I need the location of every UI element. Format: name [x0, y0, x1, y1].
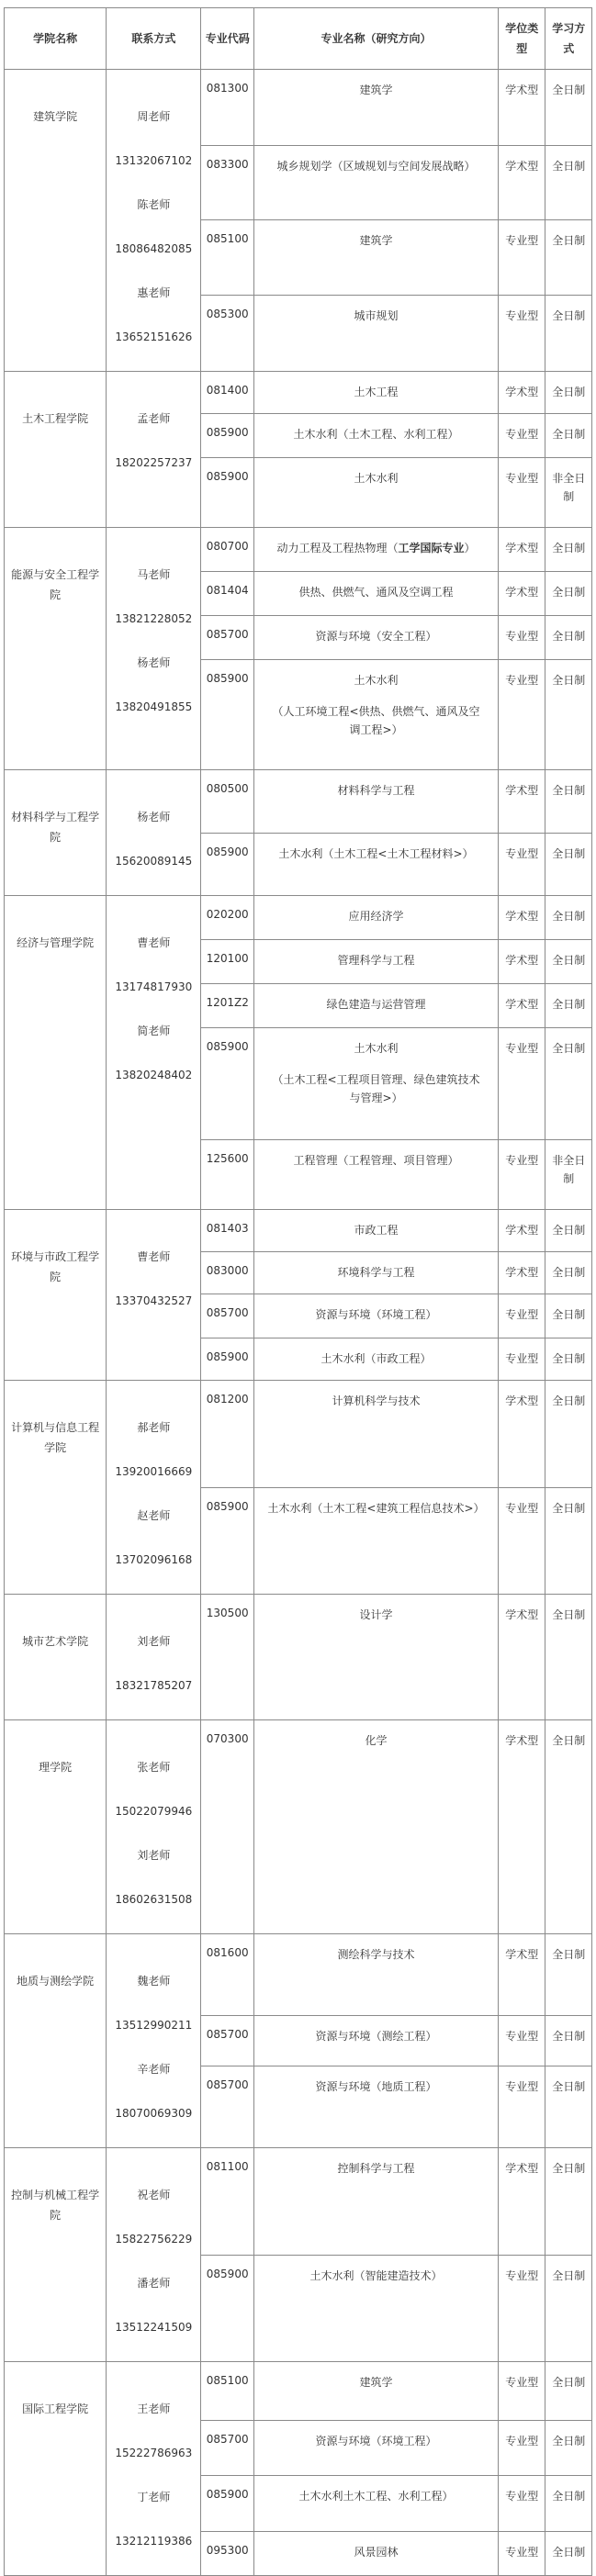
school-name: 土木工程学院 — [5, 372, 107, 528]
study-mode: 全日制 — [545, 2420, 592, 2476]
study-mode: 全日制 — [545, 572, 592, 616]
program-code: 081403 — [201, 1210, 254, 1252]
degree-type: 专业型 — [498, 2255, 545, 2362]
contact-phone: 13820248402 — [115, 1069, 193, 1081]
degree-type: 专业型 — [498, 220, 545, 295]
major-name: 化学 — [365, 1734, 388, 1747]
program-code: 085700 — [201, 2016, 254, 2066]
contact-title: 魏老师 — [137, 1975, 171, 1988]
degree-type: 学术型 — [498, 896, 545, 940]
program-code: 083300 — [201, 146, 254, 220]
contact-cell — [107, 896, 201, 1210]
program-code: 085100 — [201, 220, 254, 295]
contact-cell — [107, 1210, 201, 1381]
program-code: 085900 — [201, 660, 254, 770]
major-suffix: ） — [464, 542, 476, 554]
program-code: 081600 — [201, 1934, 254, 2016]
contact-phone: 13920016669 — [115, 1465, 193, 1478]
major-name: 资源与环境（环境工程） — [315, 1308, 437, 1321]
study-mode: 全日制 — [545, 2255, 592, 2362]
contact-cell — [107, 2362, 201, 2576]
program-major — [254, 70, 499, 146]
contact-cell — [107, 372, 201, 528]
program-major — [254, 833, 499, 896]
major-name: 材料科学与工程 — [337, 784, 415, 797]
study-mode: 全日制 — [545, 2476, 592, 2532]
study-mode: 全日制 — [545, 372, 592, 414]
school-name: 城市艺术学院 — [5, 1595, 107, 1720]
degree-type: 学术型 — [498, 1595, 545, 1720]
program-code: 070300 — [201, 1720, 254, 1934]
major-name: 设计学 — [359, 1608, 393, 1621]
degree-type: 学术型 — [498, 1252, 545, 1294]
major-name: 土木水利（土木工程<建筑工程信息技术>） — [267, 1501, 485, 1515]
major-name: 市政工程 — [354, 1224, 399, 1237]
contact-phone: 13821228052 — [115, 612, 193, 625]
program-code: 081100 — [201, 2148, 254, 2256]
contact-phone: 18321785207 — [115, 1679, 193, 1692]
study-mode: 全日制 — [545, 616, 592, 660]
program-major — [254, 1381, 499, 1488]
major-name: 土木水利（智能建造技术） — [309, 2268, 443, 2282]
degree-type: 专业型 — [498, 616, 545, 660]
study-mode: 全日制 — [545, 1381, 592, 1488]
program-code: 130500 — [201, 1595, 254, 1720]
contact-phone: 13370432527 — [115, 1294, 193, 1307]
program-major — [254, 1210, 499, 1252]
study-mode: 全日制 — [545, 2362, 592, 2421]
study-mode: 全日制 — [545, 1294, 592, 1338]
study-mode: 全日制 — [545, 414, 592, 458]
degree-type: 学术型 — [498, 1934, 545, 2016]
major-name: 土木水利（市政工程） — [320, 1352, 432, 1365]
degree-type: 专业型 — [498, 2016, 545, 2066]
degree-type: 专业型 — [498, 1140, 545, 1210]
program-major — [254, 1487, 499, 1595]
major-name: 土木工程 — [354, 386, 399, 398]
contact-phone: 13702096168 — [115, 1553, 193, 1566]
header-contact: 联系方式 — [107, 8, 201, 70]
contact-title: 丁老师 — [137, 2491, 171, 2503]
study-mode: 全日制 — [545, 1338, 592, 1381]
program-major — [254, 770, 499, 834]
program-code: 081404 — [201, 572, 254, 616]
table-row — [5, 2148, 592, 2256]
major-name: 工程管理（工程管理、项目管理） — [293, 1154, 459, 1167]
degree-type: 学术型 — [498, 146, 545, 220]
contact-phone: 13132067102 — [115, 154, 193, 167]
program-major — [254, 2362, 499, 2421]
study-mode: 全日制 — [545, 528, 592, 572]
program-code: 125600 — [201, 1140, 254, 1210]
contact-phone: 13512241509 — [115, 2321, 193, 2334]
table-row — [5, 1210, 592, 1252]
degree-type: 学术型 — [498, 372, 545, 414]
study-mode: 全日制 — [545, 1720, 592, 1934]
contact-phone: 13512990211 — [115, 2019, 193, 2032]
school-name: 经济与管理学院 — [5, 896, 107, 1210]
contact-title: 杨老师 — [137, 656, 171, 669]
school-name: 控制与机械工程学院 — [5, 2148, 107, 2362]
contact-title: 马老师 — [137, 568, 171, 581]
study-mode: 全日制 — [545, 833, 592, 896]
program-code: 085900 — [201, 1338, 254, 1381]
study-mode: 非全日制 — [545, 1140, 592, 1210]
study-mode: 全日制 — [545, 1487, 592, 1595]
major-name: 建筑学 — [359, 84, 393, 96]
program-code: 081400 — [201, 372, 254, 414]
major-name: 城乡规划学（区域规划与空间发展战略） — [276, 160, 476, 174]
major-name: 应用经济学 — [348, 910, 404, 923]
program-major — [254, 2476, 499, 2532]
contact-title: 辛老师 — [137, 2063, 171, 2076]
degree-type: 学术型 — [498, 2148, 545, 2256]
degree-type: 学术型 — [498, 1381, 545, 1488]
study-mode: 全日制 — [545, 896, 592, 940]
contact-title: 陈老师 — [137, 198, 171, 211]
program-code: 085900 — [201, 414, 254, 458]
study-mode: 全日制 — [545, 295, 592, 371]
program-code: 085700 — [201, 616, 254, 660]
program-major — [254, 2148, 499, 2256]
program-code: 080500 — [201, 770, 254, 834]
header-mode: 学习方式 — [545, 8, 592, 70]
study-mode: 全日制 — [545, 940, 592, 984]
major-name: 供热、供燃气、通风及空调工程 — [298, 586, 454, 599]
table-row — [5, 770, 592, 834]
program-major — [254, 2420, 499, 2476]
contact-phone: 15222786963 — [115, 2447, 193, 2459]
major-name: 资源与环境（测绘工程） — [315, 2030, 437, 2044]
header-code: 专业代码 — [201, 8, 254, 70]
degree-type: 专业型 — [498, 1338, 545, 1381]
degree-type: 专业型 — [498, 2476, 545, 2532]
degree-type: 学术型 — [498, 1720, 545, 1934]
program-major — [254, 295, 499, 371]
contact-title: 刘老师 — [137, 1635, 171, 1648]
contact-title: 周老师 — [137, 110, 171, 123]
major-name: 环境科学与工程 — [337, 1266, 415, 1279]
program-major — [254, 220, 499, 295]
program-code: 085700 — [201, 1294, 254, 1338]
degree-type: 专业型 — [498, 2532, 545, 2576]
program-code: 085700 — [201, 2420, 254, 2476]
program-major — [254, 2255, 499, 2362]
contact-phone: 13174817930 — [115, 980, 193, 993]
program-code: 081300 — [201, 70, 254, 146]
contact-phone: 18202257237 — [115, 456, 193, 469]
major-name: 控制科学与工程 — [337, 2162, 415, 2175]
table-row — [5, 1720, 592, 1934]
program-major — [254, 1934, 499, 2016]
program-major — [254, 1140, 499, 1210]
school-name: 国际工程学院 — [5, 2362, 107, 2576]
program-code: 081200 — [201, 1381, 254, 1488]
program-major — [254, 372, 499, 414]
study-mode: 全日制 — [545, 1595, 592, 1720]
program-major — [254, 1595, 499, 1720]
program-code: 085700 — [201, 2066, 254, 2147]
contact-title: 曹老师 — [137, 1250, 171, 1263]
study-mode: 非全日制 — [545, 458, 592, 528]
program-code: 1201Z2 — [201, 984, 254, 1028]
program-major — [254, 1252, 499, 1294]
contact-cell — [107, 1381, 201, 1595]
program-major — [254, 2066, 499, 2147]
program-major — [254, 1294, 499, 1338]
program-code: 085900 — [201, 2255, 254, 2362]
major-name: 动力工程及工程热物理（ — [276, 542, 399, 554]
program-code: 080700 — [201, 528, 254, 572]
program-code: 085100 — [201, 2362, 254, 2421]
program-major — [254, 414, 499, 458]
contact-cell — [107, 1720, 201, 1934]
program-major — [254, 2016, 499, 2066]
study-mode: 全日制 — [545, 1210, 592, 1252]
study-mode: 全日制 — [545, 220, 592, 295]
major-name: 土木水利 — [354, 472, 399, 485]
contact-title: 郝老师 — [137, 1421, 171, 1434]
program-code: 085900 — [201, 1487, 254, 1595]
contact-cell — [107, 1934, 201, 2148]
major-direction: （土木工程<工程项目管理、绿色建筑技术与管理>） — [272, 1073, 480, 1104]
degree-type: 学术型 — [498, 70, 545, 146]
major-name: 建筑学 — [359, 2376, 393, 2389]
degree-type: 专业型 — [498, 833, 545, 896]
program-major — [254, 1338, 499, 1381]
degree-type: 专业型 — [498, 1028, 545, 1140]
contact-cell — [107, 1595, 201, 1720]
header-degree: 学位类型 — [498, 8, 545, 70]
header-major: 专业名称（研究方向） — [254, 8, 499, 70]
contact-phone: 18070069309 — [115, 2107, 193, 2120]
program-major — [254, 984, 499, 1028]
contact-cell — [107, 770, 201, 896]
table-row — [5, 70, 592, 146]
study-mode: 全日制 — [545, 70, 592, 146]
degree-type: 学术型 — [498, 770, 545, 834]
major-name: 测绘科学与技术 — [337, 1948, 415, 1961]
major-name: 土木水利（土木工程<土木工程材料>） — [278, 846, 474, 860]
header-school: 学院名称 — [5, 8, 107, 70]
major-name: 管理科学与工程 — [337, 954, 415, 967]
major-name: 城市规划 — [354, 308, 399, 322]
major-name: 资源与环境（安全工程） — [315, 630, 437, 643]
study-mode: 全日制 — [545, 146, 592, 220]
major-highlight: 工学国际专业 — [398, 542, 465, 554]
study-mode: 全日制 — [545, 1252, 592, 1294]
study-mode: 全日制 — [545, 2148, 592, 2256]
study-mode: 全日制 — [545, 660, 592, 770]
degree-type: 专业型 — [498, 2066, 545, 2147]
degree-type: 专业型 — [498, 2362, 545, 2421]
major-name: 资源与环境（环境工程） — [315, 2434, 437, 2447]
contact-title: 杨老师 — [137, 811, 171, 823]
study-mode: 全日制 — [545, 770, 592, 834]
program-code: 085900 — [201, 2476, 254, 2532]
degree-type: 学术型 — [498, 572, 545, 616]
table-body — [5, 70, 592, 2576]
major-name: 资源与环境（地质工程） — [315, 2079, 437, 2093]
table-row — [5, 896, 592, 940]
major-name: 土木水利 — [354, 674, 399, 687]
program-code: 085900 — [201, 458, 254, 528]
program-major — [254, 2532, 499, 2576]
program-major — [254, 896, 499, 940]
program-code: 095300 — [201, 2532, 254, 2576]
contact-title: 简老师 — [137, 1025, 171, 1037]
program-code: 120100 — [201, 940, 254, 984]
major-name: 风景园林 — [354, 2546, 399, 2559]
study-mode: 全日制 — [545, 1934, 592, 2016]
degree-type: 专业型 — [498, 2420, 545, 2476]
contact-cell — [107, 528, 201, 770]
major-name: 绿色建造与运营管理 — [326, 998, 426, 1011]
school-name: 地质与测绘学院 — [5, 1934, 107, 2148]
contact-cell — [107, 70, 201, 372]
program-major — [254, 1720, 499, 1934]
degree-type: 学术型 — [498, 1210, 545, 1252]
contact-phone: 15620089145 — [115, 855, 193, 868]
degree-type: 学术型 — [498, 940, 545, 984]
program-code: 085900 — [201, 1028, 254, 1140]
study-mode: 全日制 — [545, 984, 592, 1028]
contact-phone: 13212119386 — [115, 2535, 193, 2548]
table-row — [5, 1381, 592, 1488]
contact-title: 赵老师 — [137, 1509, 171, 1522]
table-row — [5, 528, 592, 572]
program-major — [254, 616, 499, 660]
degree-type: 专业型 — [498, 295, 545, 371]
table-row — [5, 1595, 592, 1720]
program-major — [254, 458, 499, 528]
degree-type: 学术型 — [498, 528, 545, 572]
study-mode: 全日制 — [545, 2532, 592, 2576]
contact-phone: 13652151626 — [115, 330, 193, 343]
program-code: 085900 — [201, 833, 254, 896]
degree-type: 专业型 — [498, 414, 545, 458]
contact-cell — [107, 2148, 201, 2362]
contact-title: 刘老师 — [137, 1849, 171, 1862]
major-name: 土木水利土木工程、水利工程） — [298, 2490, 454, 2503]
contact-phone: 15022079946 — [115, 1805, 193, 1818]
degree-type: 专业型 — [498, 660, 545, 770]
program-code: 085300 — [201, 295, 254, 371]
program-major — [254, 528, 499, 572]
contact-title: 惠老师 — [137, 286, 171, 299]
major-name: 土木水利 — [354, 1042, 399, 1055]
study-mode: 全日制 — [545, 2066, 592, 2147]
school-name: 计算机与信息工程学院 — [5, 1381, 107, 1595]
degree-type: 专业型 — [498, 1294, 545, 1338]
school-name: 理学院 — [5, 1720, 107, 1934]
program-major — [254, 572, 499, 616]
major-name: 土木水利（土木工程、水利工程） — [293, 428, 459, 441]
table-row — [5, 2362, 592, 2421]
contact-phone: 18086482085 — [115, 242, 193, 255]
contact-title: 孟老师 — [137, 412, 171, 425]
table-row — [5, 1934, 592, 2016]
program-major — [254, 1028, 499, 1140]
table-row — [5, 372, 592, 414]
major-name: 建筑学 — [359, 234, 393, 248]
contact-phone: 18602631508 — [115, 1893, 193, 1906]
degree-type: 专业型 — [498, 458, 545, 528]
study-mode: 全日制 — [545, 2016, 592, 2066]
degree-type: 专业型 — [498, 1487, 545, 1595]
degree-type: 学术型 — [498, 984, 545, 1028]
contact-title: 祝老师 — [137, 2189, 171, 2201]
school-name: 能源与安全工程学院 — [5, 528, 107, 770]
contact-phone: 13820491855 — [115, 700, 193, 713]
program-major — [254, 940, 499, 984]
program-code: 083000 — [201, 1252, 254, 1294]
contact-title: 王老师 — [137, 2402, 171, 2415]
study-mode: 全日制 — [545, 1028, 592, 1140]
contact-phone: 15822756229 — [115, 2233, 193, 2246]
program-major — [254, 146, 499, 220]
contact-title: 曹老师 — [137, 936, 171, 949]
school-name: 环境与市政工程学院 — [5, 1210, 107, 1381]
major-direction: （人工环境工程<供热、供燃气、通风及空调工程>） — [272, 705, 480, 736]
major-name: 计算机科学与技术 — [332, 1394, 421, 1407]
contact-title: 潘老师 — [137, 2277, 171, 2290]
program-major — [254, 660, 499, 770]
school-name: 材料科学与工程学院 — [5, 770, 107, 896]
programs-table — [4, 7, 592, 2576]
table-header-row — [5, 8, 592, 70]
contact-title: 张老师 — [137, 1761, 171, 1774]
school-name: 建筑学院 — [5, 70, 107, 372]
program-code: 020200 — [201, 896, 254, 940]
